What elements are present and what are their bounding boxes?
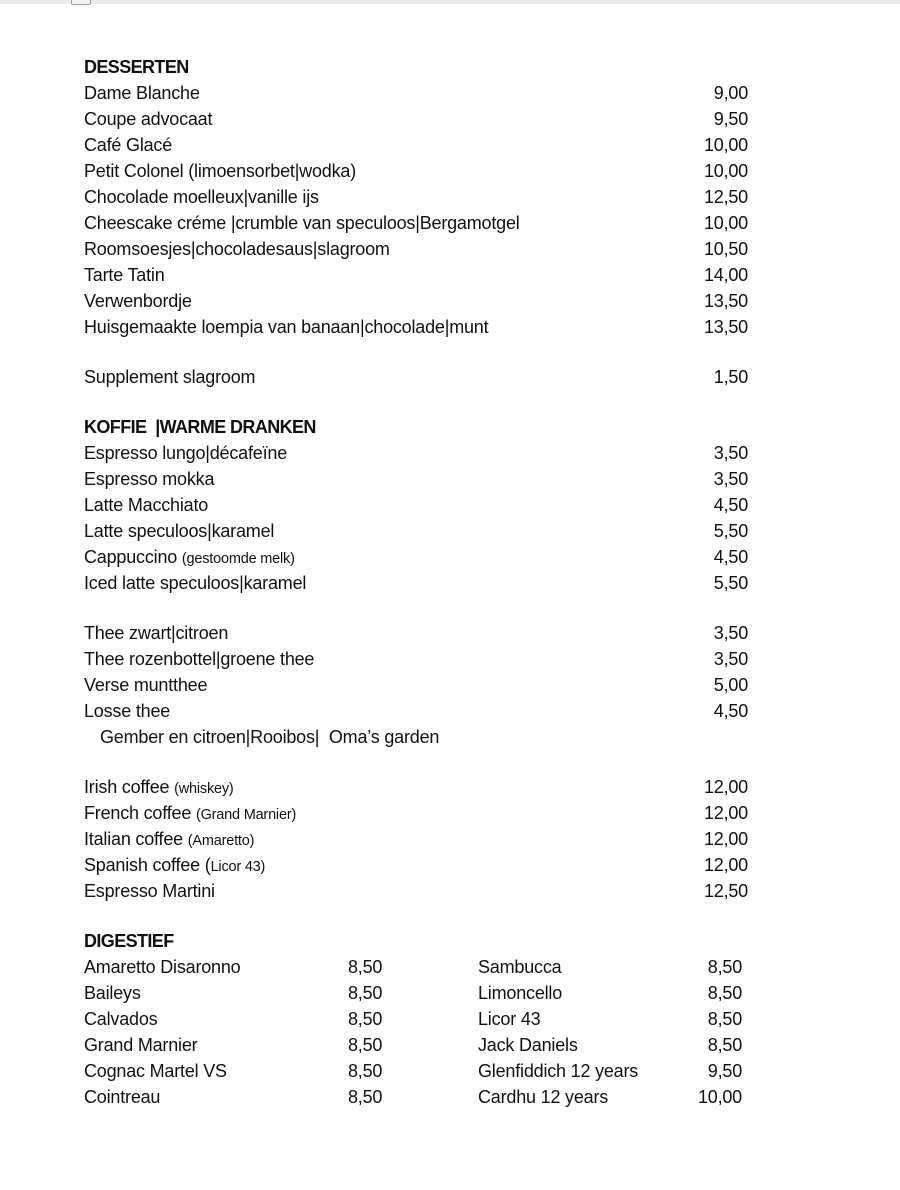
menu-item [84, 620, 748, 646]
item-price: 12,00 [703, 829, 748, 849]
table-row [84, 1006, 748, 1032]
table-row [84, 1032, 748, 1058]
item-name: Supplement slagroom [84, 367, 256, 387]
item-name: Huisgemaakte loempia van banaan|chocolade|munt [84, 317, 489, 337]
special-coffee-list [84, 774, 748, 904]
menu-item [84, 80, 748, 106]
menu-item [84, 210, 748, 236]
right-name: Cardhu 12 years [478, 1087, 609, 1107]
left-name: Grand Marnier [84, 1035, 198, 1055]
digestief-table [84, 954, 748, 1110]
item-price: 3,50 [713, 623, 748, 643]
item-name: Roomsoesjes|chocoladesaus|slagroom [84, 239, 390, 259]
menu-item [84, 158, 748, 184]
table-row [84, 980, 748, 1006]
spacer [84, 750, 748, 774]
thee-varieties: Gember en citroen|Rooibos| Oma’s garden [100, 727, 440, 747]
item-price: 5,00 [713, 675, 748, 695]
section-heading-koffie: KOFFIE |WARME DRANKEN [84, 417, 316, 437]
right-name: Glenfiddich 12 years [478, 1061, 639, 1081]
item-note: (gestoomde melk) [181, 551, 295, 567]
item-name: Cheescake créme |crumble van speculoos|Bergamotgel [84, 213, 520, 233]
table-row [84, 954, 748, 980]
left-price: 8,50 [348, 1087, 383, 1107]
item-name [84, 852, 265, 878]
item-name [84, 800, 296, 826]
item-name [84, 440, 287, 466]
item-price: 9,50 [713, 109, 748, 129]
item-price: 4,50 [713, 701, 748, 721]
right-price: 8,50 [707, 1035, 742, 1055]
item-price: 3,50 [713, 649, 748, 669]
item-price: 5,50 [713, 521, 748, 541]
item-label: Spanish coffee ( [84, 855, 211, 875]
item-label: Latte Macchiato [84, 495, 209, 515]
left-price: 8,50 [348, 1061, 383, 1081]
item-name [84, 466, 214, 492]
menu-item [84, 262, 748, 288]
left-price: 8,50 [348, 1035, 383, 1055]
menu-item [84, 878, 748, 904]
item-name: Café Glacé [84, 135, 173, 155]
item-name [84, 492, 208, 518]
item-name: Chocolade moelleux|vanille ijs [84, 187, 319, 207]
right-price: 8,50 [707, 957, 742, 977]
item-price: 14,00 [703, 265, 748, 285]
menu-item [84, 826, 748, 852]
right-price: 9,50 [707, 1061, 742, 1081]
left-name: Amaretto Disaronno [84, 957, 241, 977]
item-price: 9,00 [713, 83, 748, 103]
checkbox-icon [71, 0, 91, 5]
left-name: Cognac Martel VS [84, 1061, 227, 1081]
left-price: 8,50 [348, 957, 383, 977]
item-note: (whiskey) [174, 781, 234, 797]
item-name: Thee rozenbottel|groene thee [84, 649, 315, 669]
menu-item [84, 518, 748, 544]
item-price: 12,00 [703, 855, 748, 875]
item-price: 1,50 [713, 367, 748, 387]
menu-item [84, 774, 748, 800]
item-name: Tarte Tatin [84, 265, 165, 285]
item-label: Espresso mokka [84, 469, 215, 489]
item-label: Cappuccino [84, 547, 182, 567]
item-price: 12,00 [703, 803, 748, 823]
item-price: 4,50 [713, 547, 748, 567]
left-name: Baileys [84, 983, 141, 1003]
menu-item [84, 698, 748, 724]
menu-item [84, 184, 748, 210]
item-price: 13,50 [703, 291, 748, 311]
item-price: 10,50 [703, 239, 748, 259]
spacer [84, 596, 748, 620]
menu-item [84, 672, 748, 698]
right-name: Jack Daniels [478, 1035, 578, 1055]
table-row [84, 1058, 748, 1084]
item-price: 10,00 [703, 135, 748, 155]
item-note: (Grand Marnier) [195, 807, 297, 823]
item-price: 10,00 [703, 213, 748, 233]
menu-item [84, 852, 748, 878]
menu-item [84, 544, 748, 570]
item-price: 3,50 [713, 443, 748, 463]
item-name: Coupe advocaat [84, 109, 213, 129]
supplement-item [84, 364, 748, 390]
item-name [84, 518, 274, 544]
spacer [84, 340, 748, 364]
menu-item [84, 288, 748, 314]
menu-item [84, 466, 748, 492]
menu-item [84, 106, 748, 132]
item-label: Espresso Martini [84, 881, 215, 901]
section-heading-desserten: DESSERTEN [84, 57, 189, 77]
right-name: Limoncello [478, 983, 563, 1003]
item-name: Verwenbordje [84, 291, 192, 311]
menu-item [84, 440, 748, 466]
left-name: Calvados [84, 1009, 158, 1029]
item-name [84, 878, 215, 904]
item-note: (Amaretto) [187, 833, 255, 849]
item-name [84, 826, 254, 852]
left-name: Cointreau [84, 1087, 161, 1107]
item-name [84, 544, 295, 570]
item-name [84, 570, 306, 596]
menu-item [84, 800, 748, 826]
item-price: 3,50 [713, 469, 748, 489]
item-label: French coffee [84, 803, 196, 823]
right-name: Licor 43 [478, 1009, 541, 1029]
menu-item [84, 492, 748, 518]
item-name: Dame Blanche [84, 83, 200, 103]
menu-item [84, 314, 748, 340]
table-row [84, 1084, 748, 1110]
item-price: 10,00 [703, 161, 748, 181]
left-price: 8,50 [348, 983, 383, 1003]
item-price: 5,50 [713, 573, 748, 593]
menu-item [84, 132, 748, 158]
item-label: Italian coffee [84, 829, 188, 849]
item-name: Petit Colonel (limoensorbet|wodka) [84, 161, 357, 181]
left-price: 8,50 [348, 1009, 383, 1029]
right-price: 8,50 [707, 1009, 742, 1029]
right-price: 10,00 [697, 1087, 742, 1107]
item-price: 12,50 [703, 187, 748, 207]
item-label: Irish coffee [84, 777, 175, 797]
item-name: Thee zwart|citroen [84, 623, 229, 643]
item-name [84, 774, 234, 800]
item-label: Latte speculoos|karamel [84, 521, 275, 541]
right-name: Sambucca [478, 957, 562, 977]
item-name: Losse thee [84, 701, 171, 721]
desserten-list [84, 80, 748, 340]
item-price: 4,50 [713, 495, 748, 515]
item-name: Verse muntthee [84, 675, 208, 695]
item-label: Iced latte speculoos|karamel [84, 573, 307, 593]
thee-list [84, 620, 748, 750]
menu-item [84, 646, 748, 672]
koffie-list [84, 440, 748, 596]
menu-item [84, 236, 748, 262]
right-price: 8,50 [707, 983, 742, 1003]
section-heading-digestief: DIGESTIEF [84, 931, 174, 951]
top-bar [0, 0, 900, 4]
spacer [84, 390, 748, 414]
spacer [84, 904, 748, 928]
item-note: Licor 43) [210, 859, 266, 875]
item-label: Espresso lungo|décafeïne [84, 443, 288, 463]
item-price: 13,50 [703, 317, 748, 337]
item-price: 12,50 [703, 881, 748, 901]
menu-item [84, 570, 748, 596]
menu-page [84, 54, 748, 1110]
item-price: 12,00 [703, 777, 748, 797]
